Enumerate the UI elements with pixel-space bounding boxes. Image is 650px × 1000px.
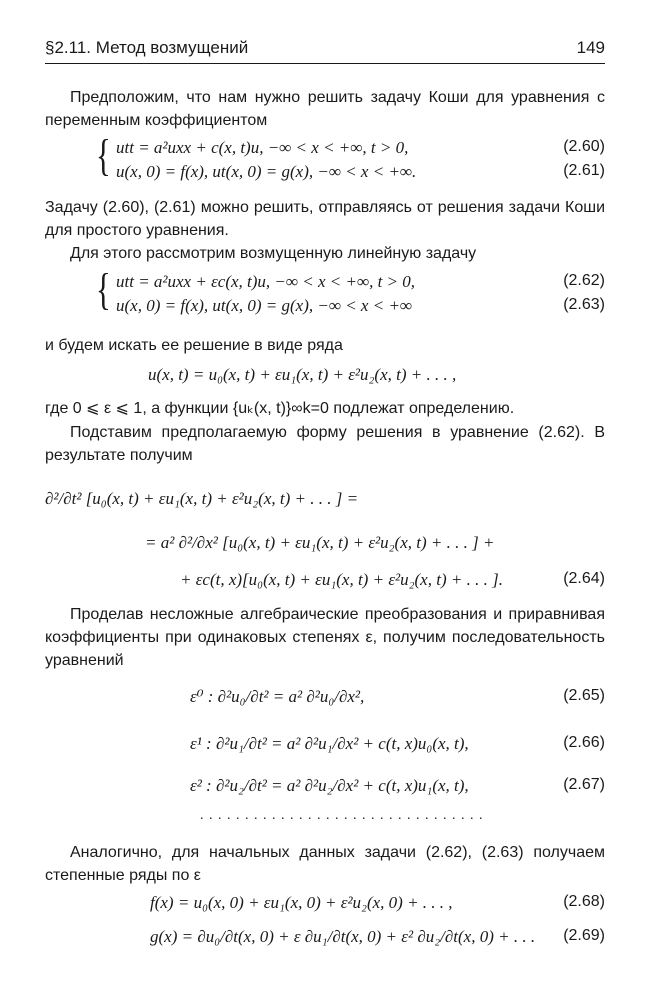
equation-2-64-line1: ∂²/∂t² [u₀(x, t) + εu₁(x, t) + ε²u₂(x, t) + . . . ] =	[45, 489, 359, 508]
paragraph-intro: Предположим, что нам нужно решить задачу Коши для уравнения с переменным коэффициентом	[45, 89, 605, 129]
equation-2-64-line2: = a² ∂²/∂x² [u₀(x, t) + εu₁(x, t) + ε²u₂(x, t) + . . . ] +	[145, 533, 495, 552]
equation-2-66: ε¹ : ∂²u₁/∂t² = a² ∂²u₁/∂x² + c(t, x)u₀(x, t),	[190, 734, 469, 753]
equation-2-69: g(x) = ∂u₀/∂t(x, 0) + ε ∂u₁/∂t(x, 0) + ε² ∂u₂/∂t(x, 0) + . . .	[150, 927, 536, 946]
brace-system-1: {	[96, 131, 111, 180]
ellipsis-row: . . . . . . . . . . . . . . . . . . . . . . . . . . . . . . . .	[200, 808, 484, 823]
brace-system-2: {	[96, 265, 111, 314]
equation-number-2-69: (2.69)	[563, 927, 605, 944]
page-number: 149	[576, 38, 605, 57]
paragraph-substitute: Подставим предполагаемую форму решения в уравнение (2.62). В результате получим	[45, 424, 605, 464]
equation-2-64-line3: + εc(t, x)[u₀(x, t) + εu₁(x, t) + ε²u₂(x, t) + . . . ].	[180, 570, 503, 589]
equation-number-2-60: (2.60)	[563, 138, 605, 155]
equation-2-68: f(x) = u₀(x, 0) + εu₁(x, 0) + ε²u₂(x, 0) + . . . ,	[150, 893, 453, 912]
equation-2-65: ε⁰ : ∂²u₀/∂t² = a² ∂²u₀/∂x²,	[190, 687, 365, 706]
equation-number-2-66: (2.66)	[563, 734, 605, 751]
equation-2-61: u(x, 0) = f(x), ut(x, 0) = g(x), −∞ < x < +∞.	[116, 162, 417, 181]
equation-series: u(x, t) = u₀(x, t) + εu₁(x, t) + ε²u₂(x, t) + . . . ,	[148, 365, 457, 384]
equation-number-2-67: (2.67)	[563, 776, 605, 793]
section-title: §2.11. Метод возмущений	[45, 38, 249, 57]
equation-2-67: ε² : ∂²u₂/∂t² = a² ∂²u₂/∂x² + c(t, x)u₁(x, t),	[190, 776, 469, 795]
paragraph-where: где 0 ⩽ ε ⩽ 1, а функции {uₖ(x, t)}∞k=0 подлежат определению.	[45, 400, 515, 417]
equation-number-2-63: (2.63)	[563, 296, 605, 313]
equation-2-62: utt = a²uxx + εc(x, t)u, −∞ < x < +∞, t > 0,	[116, 272, 416, 291]
paragraph-series: и будем искать ее решение в виде ряда	[45, 337, 343, 354]
page-header	[45, 38, 605, 64]
equation-number-2-65: (2.65)	[563, 687, 605, 704]
equation-number-2-62: (2.62)	[563, 272, 605, 289]
header-rule	[45, 63, 605, 64]
paragraph-perturbed: Для этого рассмотрим возмущенную линейную задачу	[70, 245, 477, 262]
equation-number-2-61: (2.61)	[563, 162, 605, 179]
paragraph-initial-data: Аналогично, для начальных данных задачи (2.62), (2.63) получаем степенные ряды по ε	[45, 844, 605, 884]
paragraph-cauchy: Задачу (2.60), (2.61) можно решить, отправляясь от решения задачи Коши для простого уравнения.	[45, 199, 605, 239]
equation-number-2-68: (2.68)	[563, 893, 605, 910]
equation-2-63: u(x, 0) = f(x), ut(x, 0) = g(x), −∞ < x < +∞	[116, 296, 413, 315]
equation-number-2-64: (2.64)	[563, 570, 605, 587]
paragraph-transform: Проделав несложные алгебраические преобразования и приравнивая коэффициенты при одинаковых степенях ε, получим последовательность уравнений	[45, 606, 605, 669]
equation-2-60: utt = a²uxx + c(x, t)u, −∞ < x < +∞, t > 0,	[116, 138, 409, 157]
